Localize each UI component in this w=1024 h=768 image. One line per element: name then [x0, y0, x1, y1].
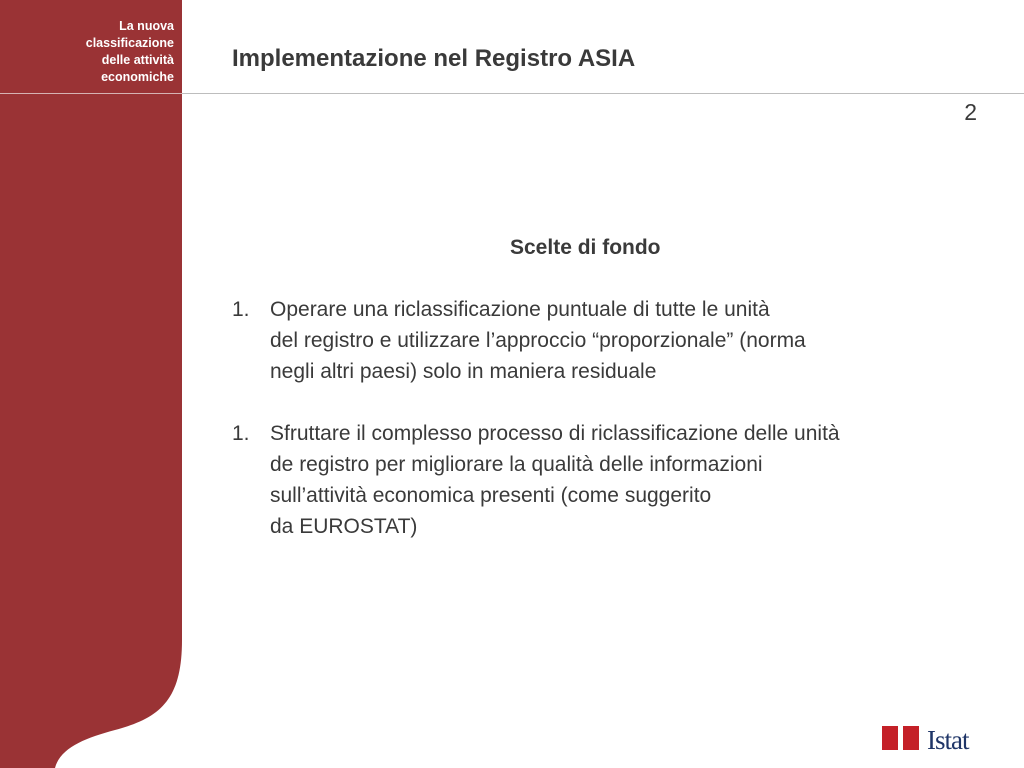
list-item-line: sull’attività economica presenti (come suggerito: [270, 484, 712, 507]
list-item-line: de registro per migliorare la qualità delle informazioni: [270, 453, 763, 476]
logo-text: Istat: [927, 725, 969, 755]
list-item-text: [270, 418, 992, 542]
list-item-line: del registro e utilizzare l’approccio “proporzionale” (norma: [270, 329, 806, 352]
list-item-line: Sfruttare il complesso processo di riclassificazione delle unità: [270, 422, 840, 445]
list-item-number: 1.: [232, 298, 250, 321]
sidebar-title-line-1: La nuova: [119, 19, 174, 33]
logo-flag-icon: [903, 726, 919, 750]
list-item-text: [270, 294, 992, 387]
istat-logo: [880, 722, 980, 756]
list-item: [232, 418, 992, 542]
list-item-number: 1.: [232, 422, 250, 445]
sidebar-title-line-4: economiche: [101, 70, 174, 84]
slide-title: Implementazione nel Registro ASIA: [232, 45, 636, 72]
list-item-line: Operare una riclassificazione puntuale di tutte le unità: [270, 298, 770, 321]
list-item-line: da EUROSTAT): [270, 515, 418, 538]
sidebar-title-line-2: classificazione: [85, 36, 174, 50]
sidebar-title: [0, 18, 174, 86]
logo-flag-icon: [882, 726, 898, 750]
sidebar-title-line-3: delle attività: [101, 53, 174, 67]
section-heading: Scelte di fondo: [510, 236, 661, 259]
list-item-line: negli altri paesi) solo in maniera residuale: [270, 360, 657, 383]
list-item: [232, 294, 992, 387]
sidebar-divider: [0, 93, 182, 94]
slide-number: 2: [964, 99, 977, 125]
